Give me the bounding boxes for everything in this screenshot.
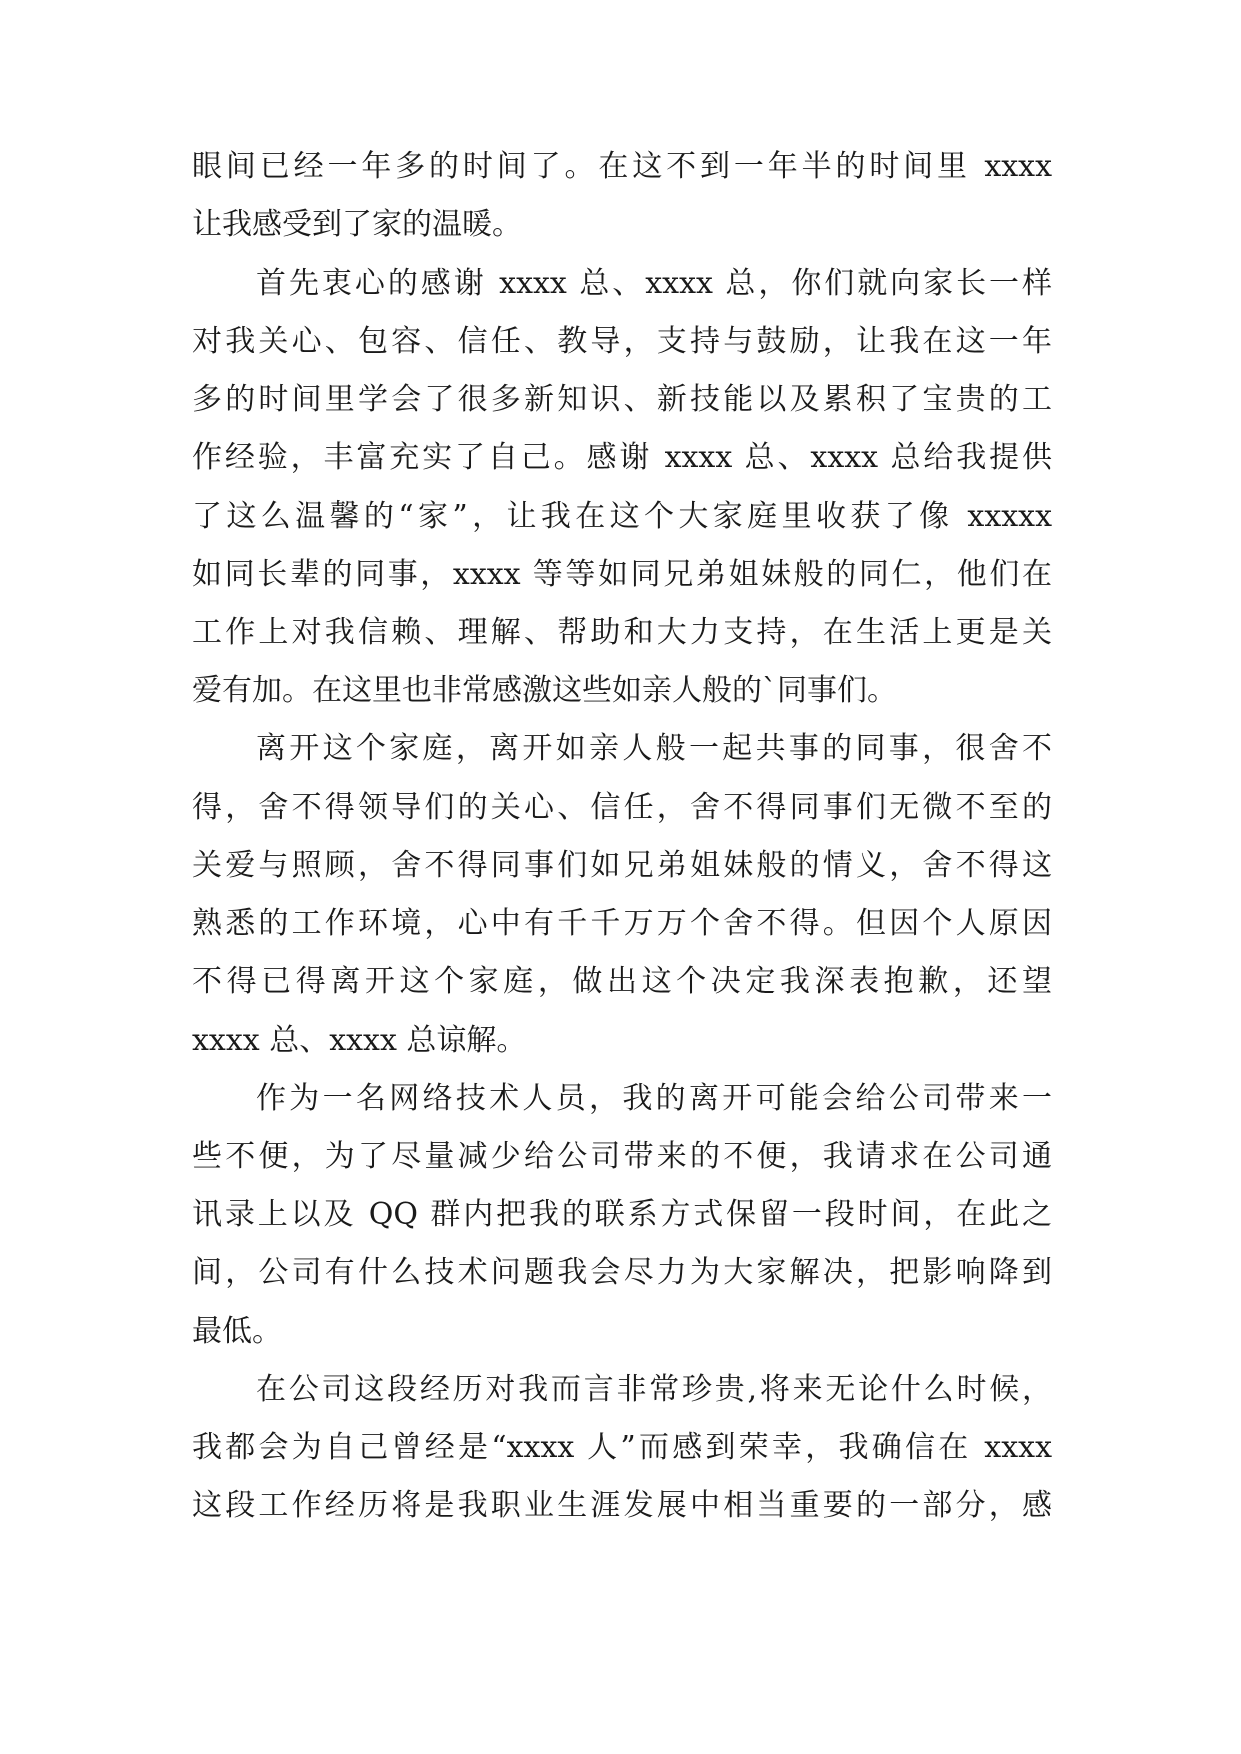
paragraph-first-line: 首先衷心的感谢 xxxx 总、xxxx 总，你们就向家长一样	[256, 266, 1052, 301]
text-line: 爱有加。在这里也非常感激这些如亲人般的`同事们。	[192, 673, 897, 708]
text-line: 熟悉的工作环境，心中有千千万万个舍不得。但因个人原因	[192, 906, 1052, 941]
text-line: 最低。	[192, 1314, 282, 1349]
text-line: 对我关心、包容、信任、教导，支持与鼓励，让我在这一年	[192, 324, 1052, 359]
text-line: 这段工作经历将是我职业生涯发展中相当重要的一部分，感	[192, 1488, 1052, 1523]
text-line: 作经验，丰富充实了自己。感谢 xxxx 总、xxxx 总给我提供	[192, 440, 1052, 475]
text-line: 间，公司有什么技术问题我会尽力为大家解决，把影响降到	[192, 1255, 1052, 1290]
text-line: 些不便，为了尽量减少给公司带来的不便，我请求在公司通	[192, 1139, 1052, 1174]
text-line: 让我感受到了家的温暖。	[192, 207, 522, 242]
text-line: 讯录上以及 QQ 群内把我的联系方式保留一段时间，在此之	[192, 1197, 1052, 1232]
text-line: 关爱与照顾，舍不得同事们如兄弟姐妹般的情义，舍不得这	[192, 848, 1052, 883]
paragraph-first-line: 离开这个家庭，离开如亲人般一起共事的同事，很舍不	[256, 731, 1052, 766]
text-line: 得，舍不得领导们的关心、信任，舍不得同事们无微不至的	[192, 790, 1052, 825]
text-line: 多的时间里学会了很多新知识、新技能以及累积了宝贵的工	[192, 382, 1052, 417]
text-line: xxxx 总、xxxx 总谅解。	[192, 1023, 527, 1058]
paragraph-first-line: 在公司这段经历对我而言非常珍贵,将来无论什么时候，	[256, 1372, 1052, 1407]
text-line: 我都会为自己曾经是“xxxx 人”而感到荣幸，我确信在 xxxx	[192, 1430, 1052, 1465]
text-line: 如同长辈的同事，xxxx 等等如同兄弟姐妹般的同仁，他们在	[192, 557, 1052, 592]
text-line: 不得已得离开这个家庭，做出这个决定我深表抱歉，还望	[192, 964, 1052, 999]
paragraph-first-line: 作为一名网络技术人员，我的离开可能会给公司带来一	[256, 1081, 1052, 1116]
text-line: 眼间已经一年多的时间了。在这不到一年半的时间里 xxxx	[192, 149, 1052, 184]
text-line: 工作上对我信赖、理解、帮助和大力支持，在生活上更是关	[192, 615, 1052, 650]
text-line: 了这么温馨的“家”，让我在这个大家庭里收获了像 xxxxx	[192, 499, 1052, 534]
